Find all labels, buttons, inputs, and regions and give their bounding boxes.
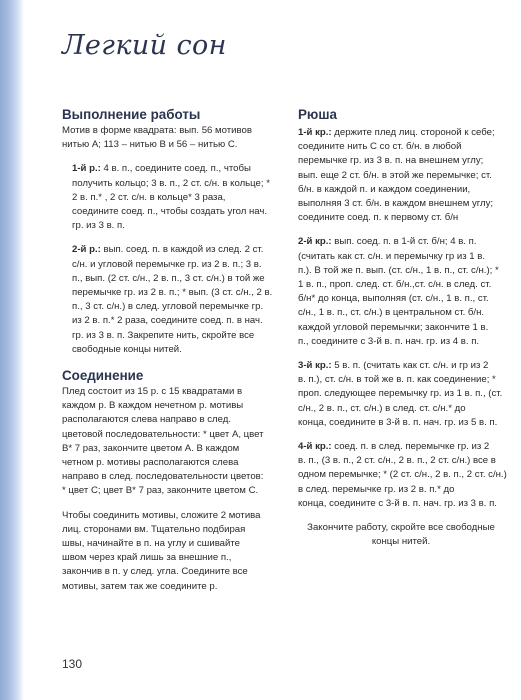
intro-paragraph <box>62 124 270 152</box>
left-column <box>62 106 273 604</box>
row-1-instruction <box>62 162 270 233</box>
text-line: нитью А; 113 – нитью В и 56 – нитью С. <box>62 139 238 151</box>
text-line: перемычке гр. из 3 в. п. на внешнем углу; <box>298 155 484 167</box>
text-line: вып. соед. п. в 1-й ст. б/н; 4 в. п. <box>331 236 477 248</box>
round-label: 4-й кр.: <box>298 441 332 453</box>
text-line: п., 3 ст. с/н.) в след. угловой перемычке гр. <box>72 301 264 313</box>
round-4-instruction <box>298 440 507 511</box>
text-line: в. п.), ст. с/н. в той же в. п. как соединение; * <box>298 374 496 386</box>
text-line: 5 в. п. (считать как ст. с/н. и гр из 2 <box>331 360 489 372</box>
text-line: одном перемычке; * (2 ст. с/н., 2 в. п., 2 ст. с/н.) <box>298 469 507 481</box>
text-line: каждом р. В каждом нечетном р. мотивы <box>62 400 244 412</box>
text-line: направо в след. последовательности цветов: <box>62 471 264 483</box>
row-2-instruction <box>62 243 273 357</box>
round-3-instruction <box>298 359 504 430</box>
text-line: лиц. сторонами вм. Тщательно подбирая <box>62 523 246 535</box>
text-line: швы, начинайте в п. на углу и сшивайте <box>62 538 240 550</box>
text-line: концы нитей. <box>371 536 431 548</box>
text-line: Плед состоит из 15 р. с 15 квадратами в <box>62 386 243 398</box>
round-2-instruction <box>298 235 504 349</box>
text-line: из 2 в. п.* 2 раза, соедините соед. п. в нач. <box>72 315 263 327</box>
text-line: в след. перемычке гр. из 2 в. п.* до <box>298 483 455 495</box>
page-number: 130 <box>62 657 83 671</box>
round-label: 2-й кр.: <box>298 236 332 248</box>
round-1-instruction <box>298 126 504 225</box>
text-line: с/н., 1 в. п., ст. с/н.) в центральном ст. б/н. <box>298 307 485 319</box>
section-heading-joining: Соединение <box>62 368 144 384</box>
round-label: 1-й кр.: <box>298 127 332 138</box>
text-line: п., соедините с 3-й в. п. нач. гр. из 4 в. п. <box>298 335 480 347</box>
right-column <box>298 106 507 559</box>
text-line: проп. следующее перемычку гр. из 1 в. п., (ст. <box>298 388 503 400</box>
text-line: Чтобы соединить мотивы, сложите 2 мотива <box>62 509 261 521</box>
text-line: соедините соед. п. к первому ст. б/н <box>298 212 459 224</box>
text-line: держите плед лиц. стороной к себе; <box>331 127 495 138</box>
text-line: 1 в. п., проп. след. ст. б/н.,ст. с/н. в след. ст. <box>298 279 492 291</box>
text-line: с/н. и угловой перемычке гр. из 2 в. п.; 3 в. <box>72 258 262 270</box>
text-line: закончив в п. у след. угла. Соедините все <box>62 566 248 578</box>
text-line: Закончите работу, скройте все свободные <box>307 522 495 534</box>
text-line: в. п., (3 в. п., 2 ст. с/н., 2 в. п., 2 ст. с/н.) все в <box>298 455 496 467</box>
text-line: перемычке гр. из 2 в. п.; * вып. (3 ст. с/н., 2 в. <box>72 287 273 299</box>
text-line: гр. из 3 в. п. Закрепите нить, скройте все <box>72 329 255 341</box>
text-line: располагаются слева направо в след. <box>62 414 232 426</box>
text-line: п., вып. (2 ст. с/н., 2 в. п., 3 ст. с/н.) в той же <box>72 272 265 284</box>
text-line: (считать как ст. с/н. и перемычку гр из 1 в. <box>298 250 486 262</box>
joining-paragraph-2 <box>62 509 270 594</box>
text-line: гр. из 3 в. п. <box>72 220 125 232</box>
text-line: вып. еще 2 ст. б/н. в этой же перемычке; ст. <box>298 169 492 181</box>
text-line: каждой угловой перемычки; закончите 1 в. <box>298 321 489 333</box>
text-line: б/н. в каждой п. и каждом соединении, <box>298 183 471 195</box>
page-title: Легкий сон <box>62 30 227 61</box>
joining-paragraph-1 <box>62 385 270 499</box>
text-line: конца, соедините в 3-й в. п. нач. гр. из 5 в. п. <box>298 416 498 428</box>
section-heading-ruffle: Рюша <box>298 107 337 122</box>
text-line: получить кольцо; 3 в. п., 2 ст. с/н. в кольце; * <box>72 177 270 189</box>
text-line: соедините соед. п., чтобы создать угол нач. <box>72 206 268 218</box>
text-line: цветовой последовательности: * цвет А, цвет <box>62 428 264 440</box>
text-line: п.). В той же п. вып. (ст. с/н., 1 в. п., ст. с/н.); * <box>298 264 499 276</box>
text-line: мотивы, затем так же соедините р. <box>62 580 218 592</box>
row-label: 2-й р.: <box>72 244 101 256</box>
row-label: 1-й р.: <box>72 163 101 175</box>
round-label: 3-й кр.: <box>298 360 332 372</box>
text-line: швом через край лишь за внешние п., <box>62 552 232 564</box>
text-line: вып. соед. п. в каждой из след. 2 ст. <box>100 244 264 256</box>
text-line: Мотив в форме квадрата: вып. 56 мотивов <box>62 125 252 136</box>
text-line: свободные концы нитей. <box>72 343 182 355</box>
closing-instruction <box>298 521 504 549</box>
text-line: с/н., 2 в. п., ст. с/н.) в след. ст. с/н.* до <box>298 402 466 414</box>
text-line: * цвет С; цвет В* 7 раз, закончите цветом С. <box>62 485 259 497</box>
text-line: выполняя 3 ст. б/н. в каждом внешнем углу; <box>298 198 494 210</box>
text-line: соед. п. в след. перемычке гр. из 2 <box>331 441 490 453</box>
section-heading-work: Выполнение работы <box>62 107 201 122</box>
text-line: 2 в. п.* , 2 ст. с/н. в кольце* 3 раза, <box>72 191 226 203</box>
text-line: конца, соедините с 3-й в. п. нач. гр. из 3 в. п. <box>298 497 497 509</box>
text-line: б/н* до конца, выполняя (ст. с/н., 1 в. п., ст. <box>298 293 489 305</box>
page-edge-gradient <box>0 0 24 700</box>
text-line: четном р. мотивы располагаются слева <box>62 457 239 469</box>
text-line: соедините нить С со ст. б/н. в любой <box>298 141 462 153</box>
text-line: В* 7 раз, закончите цветом А. В каждом <box>62 442 240 454</box>
text-line: 4 в. п., соедините соед. п., чтобы <box>100 163 251 175</box>
